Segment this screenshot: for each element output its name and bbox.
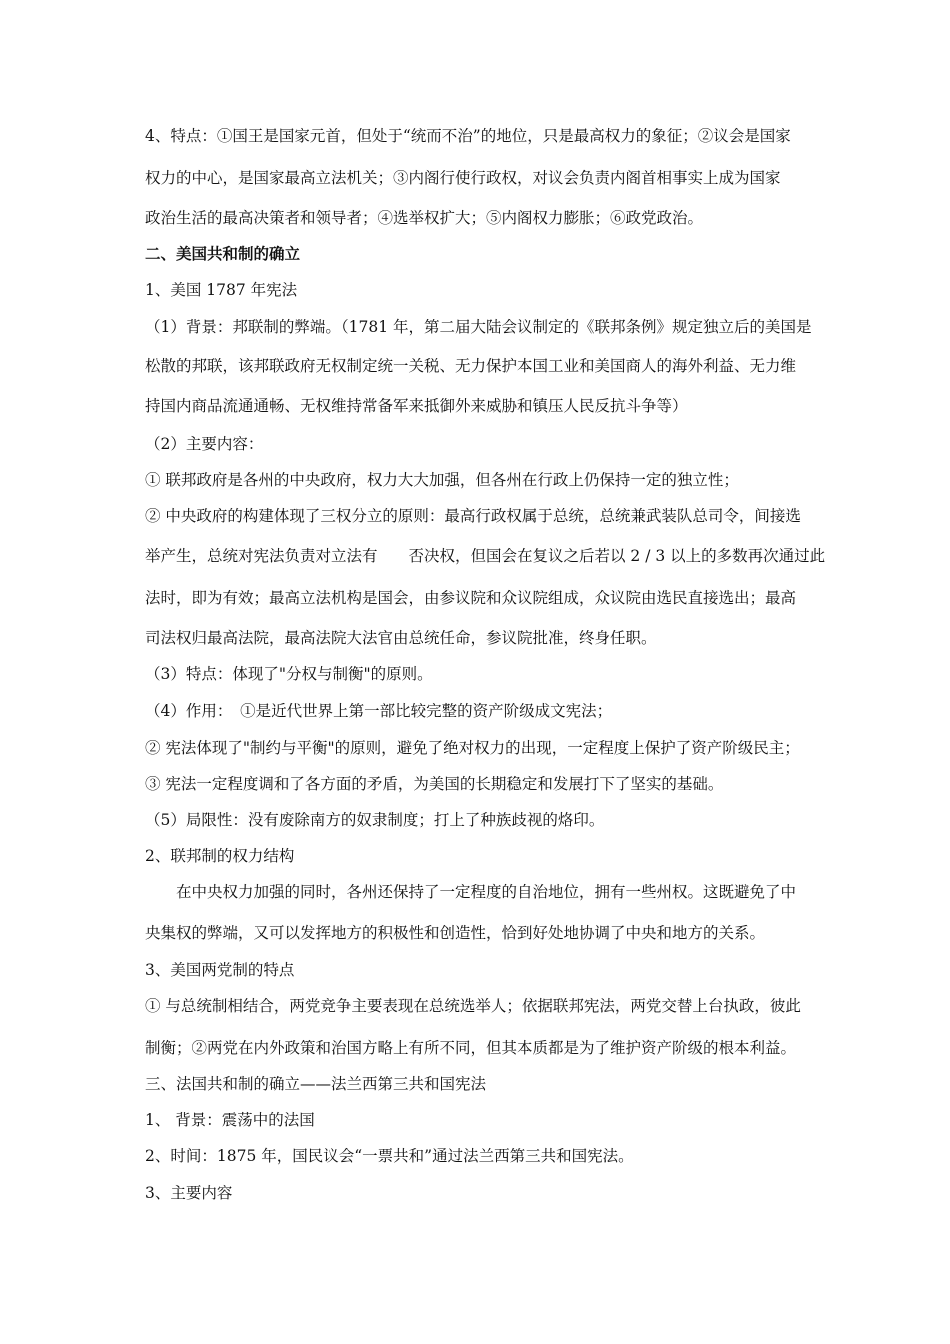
subsection-heading: 1、美国 1787 年宪法 (145, 281, 298, 299)
text-line: 4、特点：①国王是国家元首，但处于“统而不治”的地位，只是最高权力的象征；②议会是国家 (145, 127, 791, 145)
text-line: 权力的中心，是国家最高立法机关；③内阁行使行政权，对议会负责内阁首相事实上成为国家 (145, 169, 781, 187)
text-line: 2、时间：1875 年，国民议会“一票共和”通过法兰西第三共和国宪法。 (145, 1147, 634, 1165)
subsection-heading: 3、美国两党制的特点 (145, 961, 295, 979)
text-line: （3）特点：体现了"分权与制衡"的原则。 (145, 665, 433, 683)
text-line: （2）主要内容： (145, 435, 264, 453)
text-line: 持国内商品流通通畅、无权维持常备军来抵御外来威胁和镇压人民反抗斗争等） (145, 397, 688, 415)
section-heading: 二、美国共和制的确立 (145, 244, 301, 263)
text-line: 央集权的弊端，又可以发挥地方的积极性和创造性，恰到好处地协调了中央和地方的关系。 (145, 924, 766, 942)
text-line: （1）背景：邦联制的弊端。（1781 年，第二届大陆会议制定的《联邦条例》规定独立后的美国是 (145, 318, 812, 336)
text-line: ① 联邦政府是各州的中央政府，权力大大加强，但各州在行政上仍保持一定的独立性； (145, 471, 739, 489)
text-line: ② 中央政府的构建体现了三权分立的原则：最高行政权属于总统，总统兼武装队总司令，间接选 (145, 507, 801, 525)
text-line: 制衡；②两党在内外政策和治国方略上有所不同，但其本质都是为了维护资产阶级的根本利益。 (145, 1039, 797, 1057)
text-line: 3、主要内容 (145, 1184, 233, 1202)
text-line: （5）局限性：没有废除南方的奴隶制度；打上了种族歧视的烙印。 (145, 811, 605, 829)
text-line: ① 与总统制相结合，两党竞争主要表现在总统选举人；依据联邦宪法，两党交替上台执政，彼此 (145, 997, 801, 1015)
text-line: 在中央权力加强的同时，各州还保持了一定程度的自治地位，拥有一些州权。这既避免了中 (176, 883, 797, 901)
text-line: 政治生活的最高决策者和领导者；④选举权扩大；⑤内阁权力膨胀；⑥政党政治。 (145, 209, 704, 227)
text-line: （4）作用： ①是近代世界上第一部比较完整的资产阶级成文宪法； (145, 702, 613, 720)
text-line: ③ 宪法一定程度调和了各方面的矛盾，为美国的长期稳定和发展打下了坚实的基础。 (145, 775, 724, 793)
text-line: 1、 背景：震荡中的法国 (145, 1111, 315, 1129)
section-heading: 三、法国共和制的确立——法兰西第三共和国宪法 (145, 1075, 487, 1093)
text-line: ② 宪法体现了"制约与平衡"的原则，避免了绝对权力的出现，一定程度上保护了资产阶级民主； (145, 739, 800, 757)
text-line: 司法权归最高法院，最高法院大法官由总统任命，参议院批准，终身任职。 (145, 629, 657, 647)
text-line: 法时，即为有效；最高立法机构是国会，由参议院和众议院组成，众议院由选民直接选出；最高 (145, 589, 797, 607)
text-line: 松散的邦联，该邦联政府无权制定统一关税、无力保护本国工业和美国商人的海外利益、无力维 (145, 357, 797, 375)
subsection-heading: 2、联邦制的权力结构 (145, 847, 295, 865)
text-line: 举产生，总统对宪法负责对立法有 否决权，但国会在复议之后若以 2 / 3 以上的多数再次通过此 (145, 547, 826, 565)
